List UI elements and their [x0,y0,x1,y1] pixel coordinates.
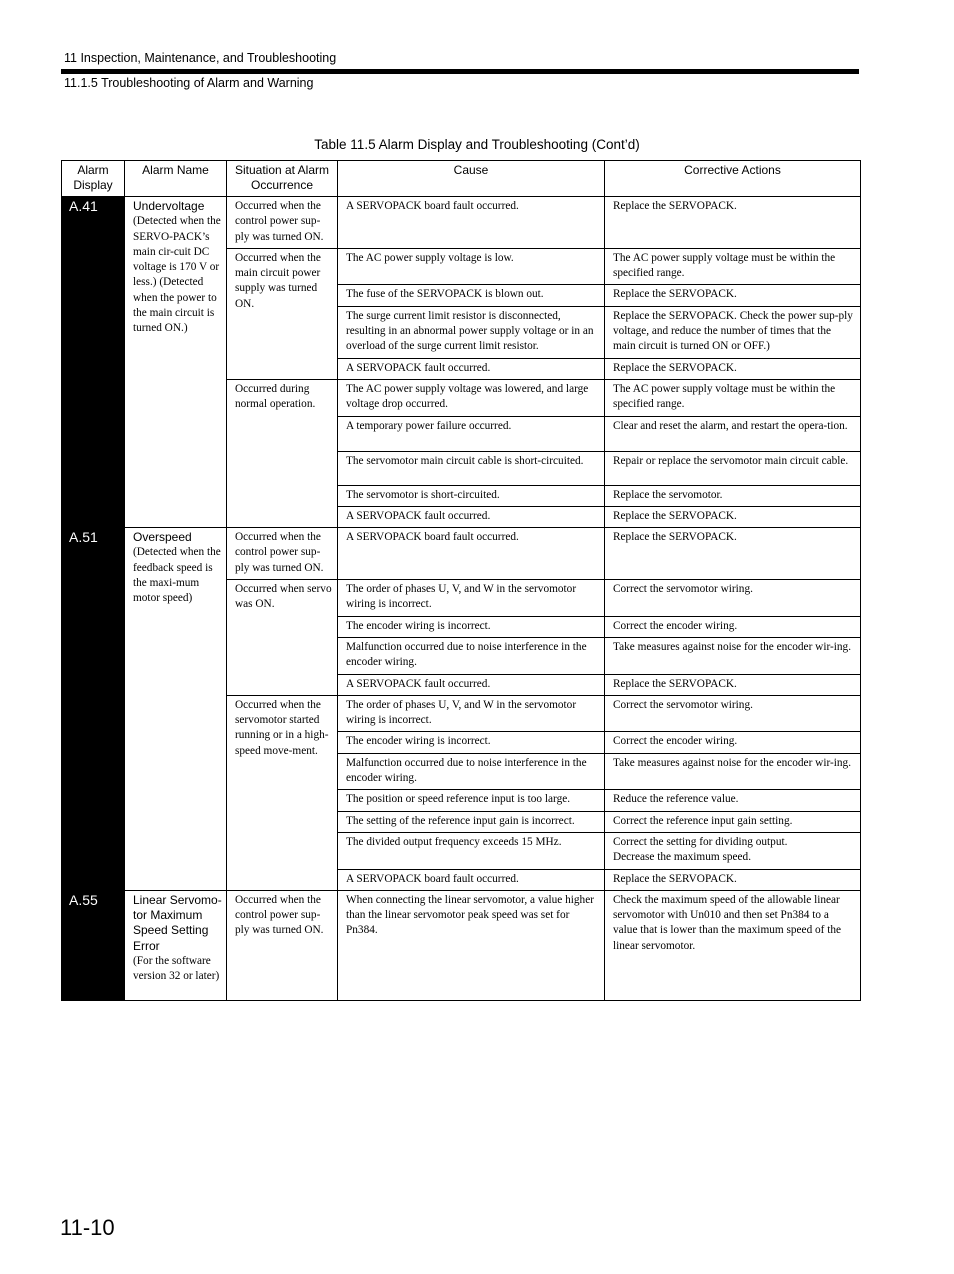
cause: The setting of the reference input gain is incorrect. [338,811,605,832]
corrective-action: Replace the SERVOPACK. [605,285,861,306]
alarm-troubleshooting-table [61,160,861,1001]
col-situation: Situation at Alarm Occurrence [227,161,338,197]
section-header: 11.1.5 Troubleshooting of Alarm and Warning [64,76,314,90]
corrective-action: Replace the SERVOPACK. [605,506,861,527]
cause: The AC power supply voltage was lowered, and large voltage drop occurred. [338,379,605,416]
alarm-code: A.51 [62,528,125,891]
table-row [62,528,861,580]
cause: A SERVOPACK board fault occurred. [338,869,605,890]
cause: A SERVOPACK fault occurred. [338,674,605,695]
cause: The AC power supply voltage is low. [338,248,605,285]
corrective-action: Replace the SERVOPACK. [605,197,861,249]
table-row [62,197,861,249]
cause: The encoder wiring is incorrect. [338,732,605,753]
cause: The surge current limit resistor is disconnected, resulting in an abnormal power supply voltage or in an overload of the surge current limit resistor. [338,306,605,358]
alarm-note: (For the software version 32 or later) [133,954,220,983]
corrective-action: Replace the SERVOPACK. [605,528,861,580]
corrective-action: Replace the SERVOPACK. Check the power sup-ply voltage, and reduce the number of times that the main circuit is turned ON or OFF.) [605,306,861,358]
page-number: 11-10 [60,1215,115,1240]
corrective-action: Clear and reset the alarm, and restart the opera-tion. [605,416,861,451]
cause: The order of phases U, V, and W in the servomotor wiring is incorrect. [338,695,605,732]
corrective-action: Take measures against noise for the encoder wir-ing. [605,637,861,674]
table-row [62,890,861,1000]
corrective-action: Correct the servomotor wiring. [605,580,861,617]
cause: Malfunction occurred due to noise interference in the encoder wiring. [338,753,605,790]
corrective-action: Replace the SERVOPACK. [605,869,861,890]
cause: Malfunction occurred due to noise interference in the encoder wiring. [338,637,605,674]
cause: The fuse of the SERVOPACK is blown out. [338,285,605,306]
corrective-action: Correct the reference input gain setting. [605,811,861,832]
corrective-action: Correct the servomotor wiring. [605,695,861,732]
table-header-row [62,161,861,197]
col-alarm-name: Alarm Name [125,161,227,197]
corrective-action: Take measures against noise for the encoder wir-ing. [605,753,861,790]
alarm-name-cell [125,890,227,1000]
cause: A SERVOPACK fault occurred. [338,506,605,527]
corrective-action: Replace the SERVOPACK. [605,358,861,379]
corrective-action: Reduce the reference value. [605,790,861,811]
col-cause: Cause [338,161,605,197]
alarm-name: Linear Servomo-tor Maximum Speed Setting Error [133,892,222,953]
cause: A temporary power failure occurred. [338,416,605,451]
corrective-action: Repair or replace the servomotor main circuit cable. [605,451,861,485]
header-rule [61,69,859,74]
chapter-header: 11 Inspection, Maintenance, and Troubleshooting [64,51,337,65]
corrective-action: Correct the encoder wiring. [605,732,861,753]
cause: The order of phases U, V, and W in the servomotor wiring is incorrect. [338,580,605,617]
alarm-code: A.55 [62,890,125,1000]
corrective-action: The AC power supply voltage must be within the specified range. [605,379,861,416]
alarm-note: (Detected when the SERVO-PACK’s main cir-cuit DC voltage is 170 V or less.) (Detected when the power to the main circuit is turned ON.) [133,215,221,335]
situation: Occurred when the servomotor started running or in a high-speed move-ment. [227,695,338,890]
alarm-name: Undervoltage [133,199,205,213]
cause: The encoder wiring is incorrect. [338,616,605,637]
col-alarm-display: Alarm Display [62,161,125,197]
situation: Occurred when the main circuit power supply was turned ON. [227,248,338,379]
situation: Occurred during normal operation. [227,379,338,527]
cause: The servomotor is short-circuited. [338,485,605,506]
cause: A SERVOPACK board fault occurred. [338,528,605,580]
alarm-name: Overspeed [133,530,192,545]
situation: Occurred when the control power sup-ply was turned ON. [227,890,338,1000]
alarm-name-cell [125,197,227,528]
cause: The divided output frequency exceeds 15 MHz. [338,832,605,869]
cause: When connecting the linear servomotor, a value higher than the linear servomotor peak speed was set for Pn384. [338,890,605,1000]
cause: A SERVOPACK board fault occurred. [338,197,605,249]
alarm-note: (Detected when the feedback speed is the maxi-mum motor speed) [133,546,221,605]
table-caption: Table 11.5 Alarm Display and Troubleshooting (Cont’d) [314,137,640,152]
alarm-code: A.41 [62,197,125,528]
corrective-action: Check the maximum speed of the allowable linear servomotor with Un010 and then set Pn384 to a value that is lower than the maximum speed of the linear servomotor. [605,890,861,1000]
situation: Occurred when servo was ON. [227,580,338,696]
corrective-action: Correct the encoder wiring. [605,616,861,637]
cause: The servomotor main circuit cable is short-circuited. [338,451,605,485]
alarm-name-cell [125,528,227,891]
situation: Occurred when the control power sup-ply was turned ON. [227,197,338,249]
corrective-action: Replace the SERVOPACK. [605,674,861,695]
corrective-action: The AC power supply voltage must be within the specified range. [605,248,861,285]
col-corrective-actions: Corrective Actions [605,161,861,197]
corrective-action: Correct the setting for dividing output. Decrease the maximum speed. [605,832,861,869]
corrective-action: Replace the servomotor. [605,485,861,506]
cause: The position or speed reference input is too large. [338,790,605,811]
situation: Occurred when the control power sup-ply was turned ON. [227,528,338,580]
cause: A SERVOPACK fault occurred. [338,358,605,379]
